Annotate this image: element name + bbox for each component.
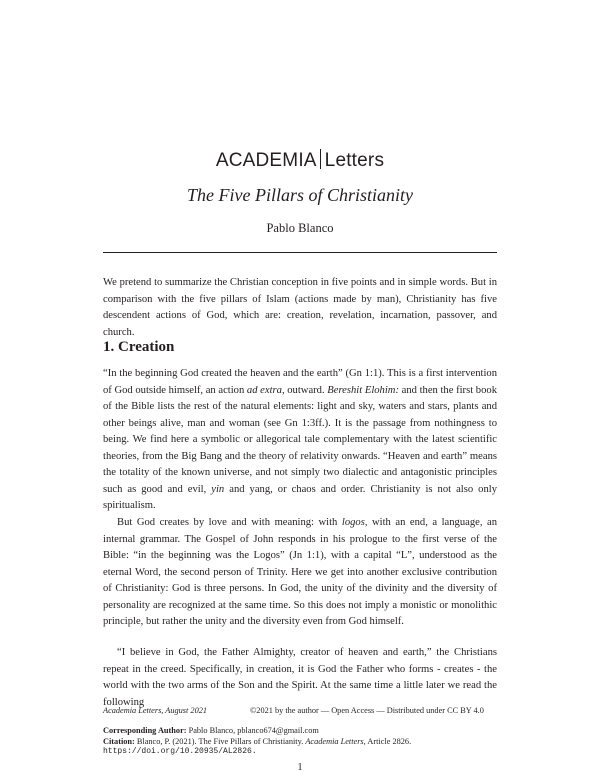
author-name: Pablo Blanco <box>266 221 334 235</box>
citation: Citation: Blanco, P. (2021). The Five Pillars of Christianity. Academia Letters, Article 2826. <box>103 736 412 746</box>
corresponding-author: Corresponding Author: Pablo Blanco, pblanco674@gmail.com <box>103 726 319 735</box>
body-paragraph-2: But God creates by love and with meaning: with logos, with an end, a language, an internal grammar. The Gospel of John responds in his prologue to the first verse of the Bible: “in the beginning was the Logos” (Jn 1:1), with a capital “L”, understood as the eternal Word, the second person of Trinity. Here we get into another exclusive contribution of Christianity: God is three persons. In God, the unity of the divinity and the diversity of personality are recognized at the same time. So this does not imply a monistic or monolithic principle, but rather the unity and the diversity even from God himself. <box>103 517 497 627</box>
paper-title: The Five Pillars of Christianity <box>187 185 413 205</box>
logo-separator <box>320 149 321 169</box>
page-number: 1 <box>297 762 303 773</box>
logo-brand: ACADEMIA <box>215 150 317 171</box>
logo-series: Letters <box>324 150 385 171</box>
section-heading-creation: 1. Creation <box>103 339 175 355</box>
footer-journal-line <box>103 706 497 715</box>
body-paragraph-3: “I believe in God, the Father Almighty, creator of heaven and earth,” the Christians repeat in the creed. Specifically, in creation, it is God the Father who forms - creates - the world with the two arms of the Son and the Spirit. At the same time a little later we read the following <box>103 647 497 708</box>
footer-journal: Academia Letters, August 2021 <box>103 706 208 715</box>
doi-link[interactable]: https://doi.org/10.20935/AL2826. <box>103 747 257 756</box>
academia-letters-logo <box>0 149 600 172</box>
body-paragraph-1: “In the beginning God created the heaven and the earth” (Gn 1:1). This is a first intervention of God outside himself, an action ad extra, outward. Bereshit Elohim: and then the first book of the Bible lists the rest of the natural elements: light and sky, waters and stars, plants and other beings alive, man and woman (see Gn 1:3ff.). It is the passage from nothingness to being. We find here a symbolic or allegorical tale complementary with the latest scientific theories, from the Big Bang and the theory of relativity onwards. “Heaven and earth” means the totality of the known universe, and not simply two dialectic and antagonistic principles such as good and evil, yin and yang, or chaos and order. Christianity is not also only spiritualism. <box>103 368 497 511</box>
footer-metadata <box>103 726 497 758</box>
footer-license: ©2021 by the author — Open Access — Distributed under CC BY 4.0 <box>250 706 484 715</box>
abstract-paragraph: We pretend to summarize the Christian conception in five points and in simple words. But in comparison with the five pillars of Islam (actions made by man), Christianity has five descendent actions of God, which are: creation, revelation, incarnation, passover, and church. <box>103 277 497 338</box>
title-divider <box>103 252 497 253</box>
